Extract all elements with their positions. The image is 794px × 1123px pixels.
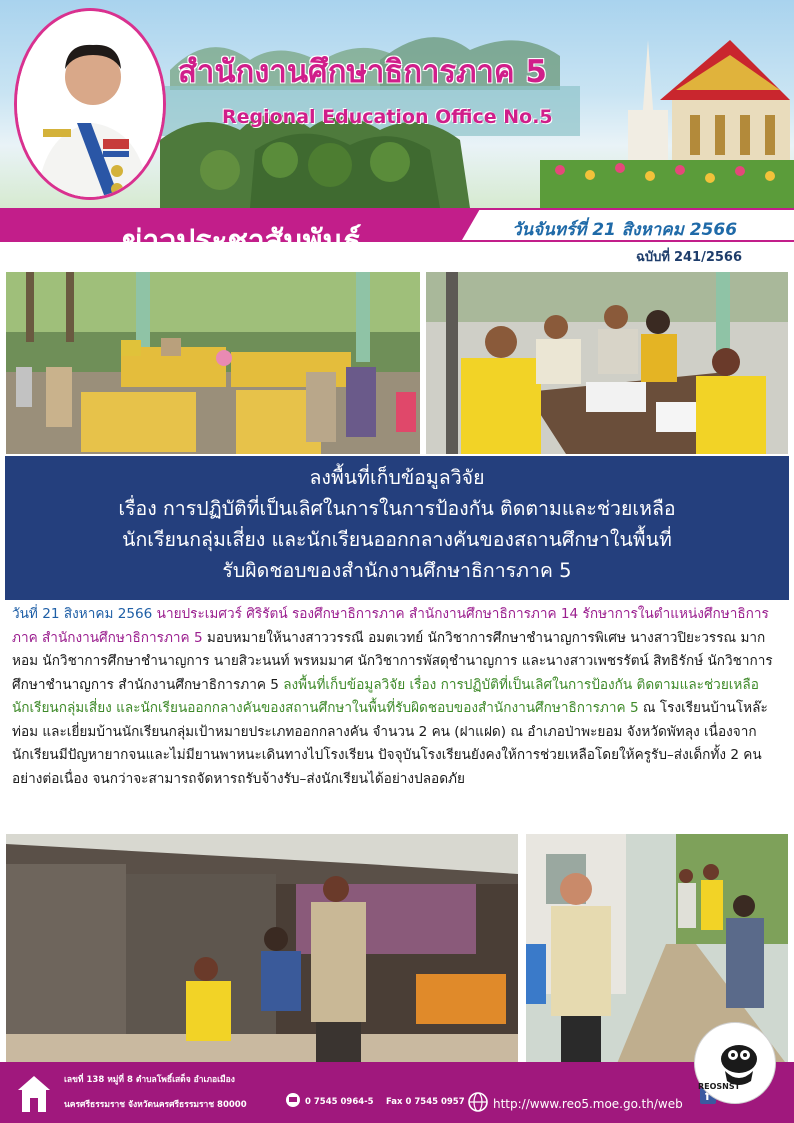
article-assignment: มอบหมายให้นางสาววรรณี อมตเวทย์ นักวิชาการศึกษาชำนาญการพิเศษ นางสาวปิยะวรรณ มากหอม นักวิชาการศึกษาชำนาญการ นายสิวะนนท์ พรหมมาศ นักวิชาการพัสดุชำนาญการ และนางสาวเพชรรัตน์ สิทธิรักษ์ นักวิชาการศึกษาชำนาญการ สำนักงานศึกษาธิการภาค 5 (12, 629, 773, 693)
article-body (12, 603, 787, 791)
interview-photo-image (426, 272, 788, 454)
globe-icon (469, 1093, 487, 1111)
page-footer (0, 1062, 794, 1123)
portrait-image (17, 11, 166, 200)
article-date: วันที่ 21 สิงหาคม 2566 (12, 606, 153, 622)
title-band (0, 208, 794, 272)
photo-home-visit (6, 834, 518, 1066)
office-building-icon (18, 1076, 50, 1112)
news-title: ข่าวประชาสัมพันธ์ (122, 224, 362, 259)
meeting-photo-image (6, 272, 420, 454)
office-name-english: Regional Education Office No.5 (222, 106, 553, 128)
headline-line-1: ลงพื้นที่เก็บข้อมูลวิจัย (309, 466, 485, 489)
footer-address-line-1: เลขที่ 138 หมู่ที่ 8 ตำบลโพธิ์เสด็จ อำเภอเมือง (64, 1075, 235, 1085)
article-topic: ลงพื้นที่เก็บข้อมูลวิจัย เรื่อง การปฏิบัติที่เป็นเลิศในการป้องกัน ติดตามและช่วยเหลือนักเรียนกลุ่มเสี่ยง และนักเรียนออกกลางคันของสถานศึกษาในพื้นที่รับผิดชอบของสำนักงานศึกษาธิการภาค 5 (12, 676, 759, 716)
facebook-label: f (705, 1089, 711, 1103)
footer-phone: 0 7545 0964-5 (305, 1097, 374, 1107)
footer-address-line-2: นครศรีธรรมราช จังหวัดนครศรีธรรมราช 80000 (64, 1100, 247, 1110)
home-visit-photo-image (6, 834, 518, 1066)
issue-value: 241/2566 (673, 250, 743, 265)
headline-box (5, 456, 789, 600)
headline-line-4: รับผิดชอบของสำนักงานศึกษาธิการภาค 5 (222, 559, 572, 582)
mascot-icon (695, 1023, 775, 1103)
reo-logo-label: REOSNST (697, 1082, 741, 1091)
footer-fax: Fax 0 7545 0957 (386, 1097, 465, 1107)
photo-interview (426, 272, 788, 454)
article-details: ณ โรงเรียนบ้านโหล๊ะท่อม และเยี่ยมบ้านนักเรียนกลุ่มเป้าหมายประเภทออกกลางคัน จำนวน 2 คน (ฝาแฝด) ณ อำเภอป่าพะยอม จังหวัดพัทลุง เนื่องจาก นักเรียนมีปัญหายากจนและไม่มียานพาหนะเดินทางไปโรงเรียน ปัจจุบันโรงเรียนยังคงให้การช่วยเหลือโดยให้ครูรับ–ส่งเด็กทั้ง 2 คน อย่างต่อเนื่อง จนกว่าจะสามารถจัดหารถรับจ้างรับ–ส่งนักเรียนได้อย่างปลอดภัย (12, 700, 768, 787)
headline-line-2: เรื่อง การปฏิบัติที่เป็นเลิศในการในการป้องกัน ติดตามและช่วยเหลือ (118, 497, 676, 520)
issue-number (632, 246, 742, 267)
office-name-thai: สำนักงานศึกษาธิการภาค 5 (178, 54, 548, 90)
news-date: วันจันทร์ที่ 21 สิงหาคม 2566 (512, 220, 738, 240)
reo-mascot-logo (694, 1022, 776, 1104)
article-official: นายประเมศวร์ ศิริรัตน์ รองศึกษาธิการภาค สำนักงานศึกษาธิการภาค 14 (156, 606, 579, 622)
photo-meeting-room (6, 272, 420, 454)
page-header (0, 0, 794, 208)
official-portrait (14, 8, 166, 200)
issue-label: ฉบับที่ (636, 250, 670, 265)
headline-line-3: นักเรียนกลุ่มเสี่ยง และนักเรียนออกกลางคันของสถานศึกษาในพื้นที่ (122, 528, 672, 551)
phone-icon (286, 1093, 300, 1107)
footer-website-link[interactable]: http://www.reo5.moe.go.th/web (493, 1097, 683, 1111)
article-official-role: รักษาการในตำแหน่งศึกษาธิการภาค สำนักงานศึกษาธิการภาค 5 (12, 606, 769, 646)
